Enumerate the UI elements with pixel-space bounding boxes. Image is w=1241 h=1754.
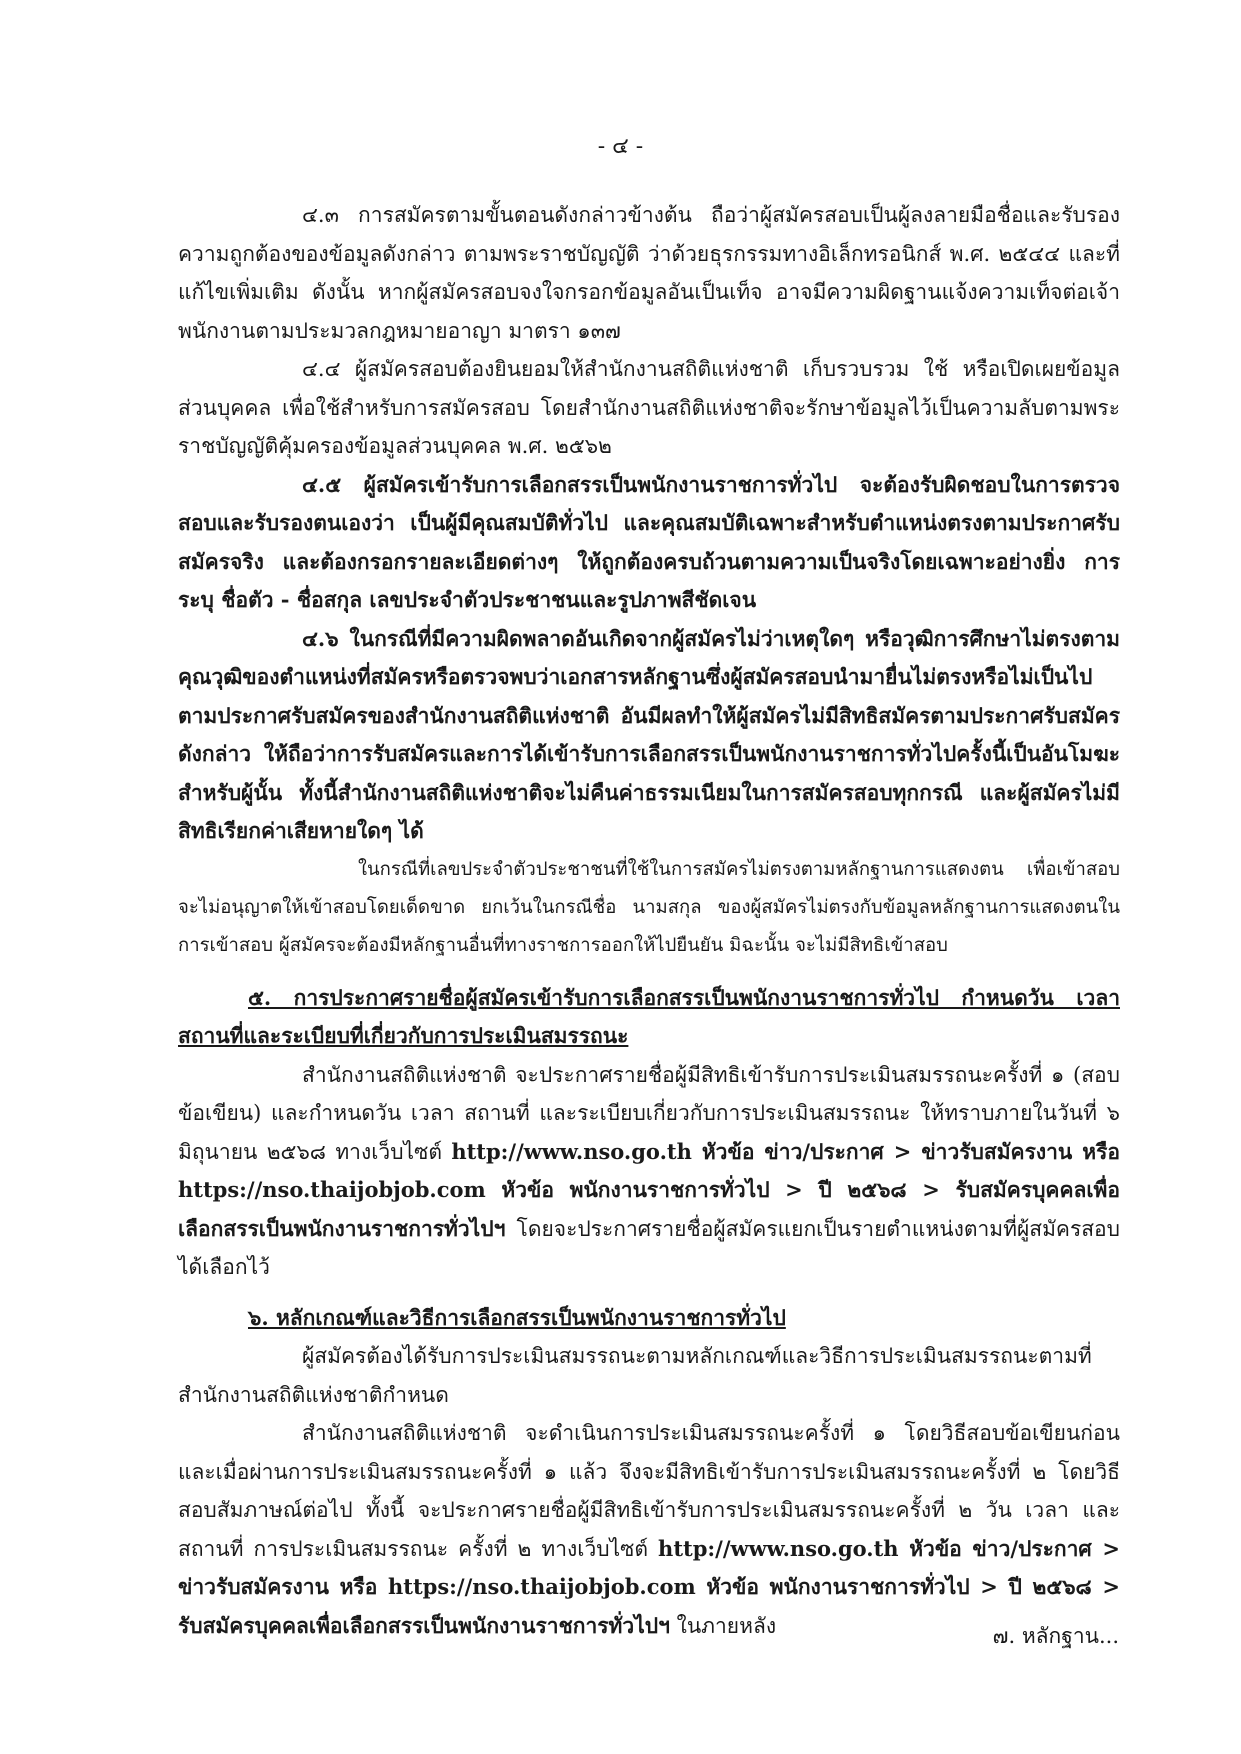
paragraph-6-website-links: http://www.nso.go.th หัวข้อ ข่าว/ประกาศ > ข่าวรับสมัครงาน หรือ https://nso.thaijobjob.com หัวข้อ พนักงานราชการทั่วไป > ปี ๒๕๖๘ > รับสมัครบุคคลเพื่อเลือกสรรเป็นพนักงานราชการทั่วไปฯ [178,1535,1120,1638]
paragraph-4-4: ๔.๔ ผู้สมัครสอบต้องยินยอมให้สำนักงานสถิติแห่งชาติ เก็บรวบรวม ใช้ หรือเปิดเผยข้อมูลส่วนบุคคล เพื่อใช้สำหรับการสมัครสอบ โดยสำนักงานสถิติแห่งชาติจะรักษาข้อมูลไว้เป็นความลับตามพระราชบัญญัติคุ้มครองข้อมูลส่วนบุคคล พ.ศ. ๒๕๖๒ [178,357,1120,458]
paragraph-4-3: ๔.๓ การสมัครตามขั้นตอนดังกล่าวข้างต้น ถือว่าผู้สมัครสอบเป็นผู้ลงลายมือชื่อและรับรองความถูกต้องของข้อมูลดังกล่าว ตามพระราชบัญญัติ ว่าด้วยธุรกรรมทางอิเล็กทรอนิกส์ พ.ศ. ๒๕๔๔ และที่แก้ไขเพิ่มเติม ดังนั้น หากผู้สมัครสอบจงใจกรอกข้อมูลอันเป็นเท็จ อาจมีความผิดฐานแจ้งความเท็จต่อเจ้าพนักงานตามประมวลกฎหมายอาญา มาตรา ๑๓๗ [178,203,1120,343]
paragraph-6-tail: ในภายหลัง [669,1613,777,1638]
paragraph-5-text: สำนักงานสถิติแห่งชาติ จะประกาศรายชื่อผู้มีสิทธิเข้ารับการประเมินสมรรถนะครั้งที่ ๑ (สอบข้อเขียน) และกำหนดวัน เวลา สถานที่ และระเบียบเกี่ยวกับการประเมินสมรรถนะ ให้ทราบภายในวันที่ ๖ มิถุนายน ๒๕๖๘ ทางเว็บไซต์ [178,1062,1120,1164]
document-body [178,196,1120,1645]
paragraph-4-5: ๔.๕ ผู้สมัครเข้ารับการเลือกสรรเป็นพนักงานราชการทั่วไป จะต้องรับผิดชอบในการตรวจสอบและรับรองตนเองว่า เป็นผู้มีคุณสมบัติทั่วไป และคุณสมบัติเฉพาะสำหรับตำแหน่งตรงตามประกาศรับสมัครจริง และต้องกรอกรายละเอียดต่างๆ ให้ถูกต้องครบถ้วนตามความเป็นจริงโดยเฉพาะอย่างยิ่ง การระบุ ชื่อตัว - ชื่อสกุล เลขประจำตัวประชาชนและรูปภาพสีชัดเจน [178,471,1120,612]
paragraph-5-website-links: http://www.nso.go.th หัวข้อ ข่าว/ประกาศ > ข่าวรับสมัครงาน หรือ https://nso.thaijobjob.com หัวข้อ พนักงานราชการทั่วไป > ปี ๒๕๖๘ > รับสมัครบุคคลเพื่อเลือกสรรเป็นพนักงานราชการทั่วไปฯ [178,1138,1120,1241]
heading-section-6 [178,1299,1120,1338]
paragraph-5 [178,1056,1120,1287]
paragraph-5-tail: โดยจะประกาศรายชื่อผู้สมัครแยกเป็นรายตำแหน่งตามที่ผู้สมัครสอบได้เลือกไว้ [178,1216,1120,1279]
heading-section-5 [178,979,1120,1056]
heading-section-6-text: ๖. หลักเกณฑ์และวิธีการเลือกสรรเป็นพนักงานราชการทั่วไป [248,1304,786,1330]
continuation-marker: ๗. หลักฐาน... [992,1624,1119,1648]
paragraph-id-card-note: ในกรณีที่เลขประจำตัวประชาชนที่ใช้ในการสมัครไม่ตรงตามหลักฐานการแสดงตน เพื่อเข้าสอบจะไม่อนุญาตให้เข้าสอบโดยเด็ดขาด ยกเว้นในกรณีชื่อ นามสกุล ของผู้สมัครไม่ตรงกับข้อมูลหลักฐานการแสดงตนในการเข้าสอบ ผู้สมัครจะต้องมีหลักฐานอื่นที่ทางราชการออกให้ไปยืนยัน มิฉะนั้น จะไม่มีสิทธิเข้าสอบ [178,858,1120,956]
paragraph-6-text: สำนักงานสถิติแห่งชาติ จะดำเนินการประเมินสมรรถนะครั้งที่ ๑ โดยวิธีสอบข้อเขียนก่อน และเมื่อผ่านการประเมินสมรรถนะครั้งที่ ๑ แล้ว จึงจะมีสิทธิเข้ารับการประเมินสมรรถนะครั้งที่ ๒ โดยวิธีสอบสัมภาษณ์ต่อไป ทั้งนี้ จะประกาศรายชื่อผู้มีสิทธิเข้ารับการประเมินสมรรถนะครั้งที่ ๒ วัน เวลา และสถานที่ การประเมินสมรรถนะ ครั้งที่ ๒ ทางเว็บไซต์ [178,1421,1120,1561]
paragraph-6-process [178,1414,1120,1645]
paragraph-6-criteria: ผู้สมัครต้องได้รับการประเมินสมรรถนะตามหลักเกณฑ์และวิธีการประเมินสมรรถนะตามที่สำนักงานสถิติแห่งชาติกำหนด [178,1344,1092,1407]
heading-section-5-text: ๕. การประกาศรายชื่อผู้สมัครเข้ารับการเลือกสรรเป็นพนักงานราชการทั่วไป กำหนดวัน เวลา สถานที่และระเบียบที่เกี่ยวกับการประเมินสมรรถนะ [178,984,1120,1048]
paragraph-4-6: ๔.๖ ในกรณีที่มีความผิดพลาดอันเกิดจากผู้สมัครไม่ว่าเหตุใดๆ หรือวุฒิการศึกษาไม่ตรงตามคุณวุฒิของตำแหน่งที่สมัครหรือตรวจพบว่าเอกสารหลักฐานซึ่งผู้สมัครสอบนำมายื่นไม่ตรงหรือไม่เป็นไปตามประกาศรับสมัครของสำนักงานสถิติแห่งชาติ อันมีผลทำให้ผู้สมัครไม่มีสิทธิสมัครตามประกาศรับสมัครดังกล่าว ให้ถือว่าการรับสมัครและการได้เข้ารับการเลือกสรรเป็นพนักงานราชการทั่วไปครั้งนี้เป็นอันโมฆะสำหรับผู้นั้น ทั้งนี้สำนักงานสถิติแห่งชาติจะไม่คืนค่าธรรมเนียมในการสมัครสอบทุกกรณี และผู้สมัครไม่มีสิทธิเรียกค่าเสียหายใดๆ ได้ [178,625,1120,843]
page-number: - ๔ - [597,134,644,159]
